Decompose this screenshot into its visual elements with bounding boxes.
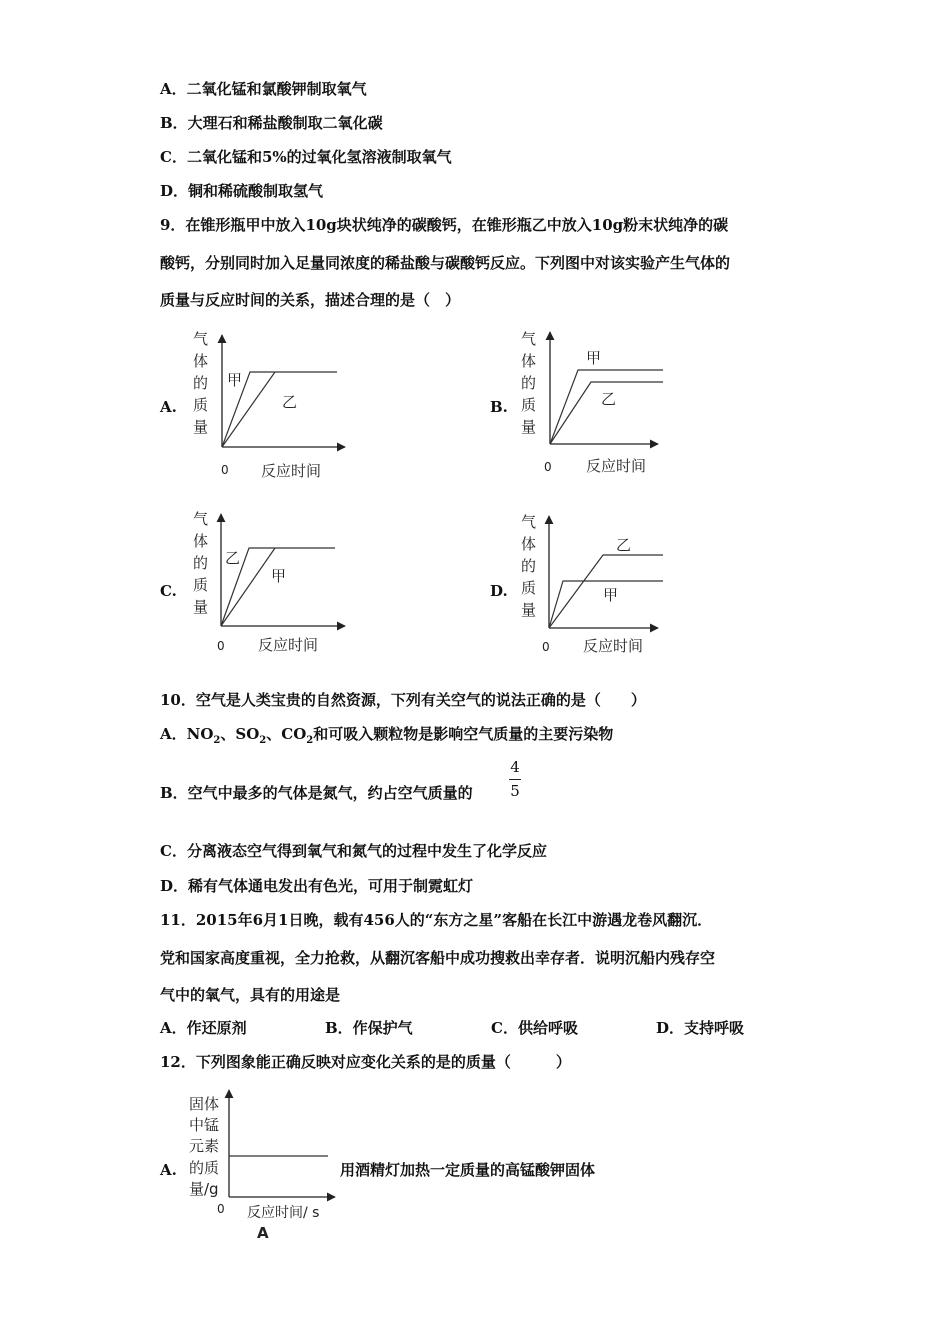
y-label-line: 中锰 — [189, 1116, 220, 1134]
q9-label-c: C. — [160, 582, 177, 600]
q12-label-a: A. — [160, 1161, 177, 1179]
q11-option-b: B．作保护气 — [325, 1019, 413, 1037]
subscript: 2 — [213, 735, 221, 746]
q11-option-c: C．供给呼吸 — [491, 1019, 578, 1037]
origin-label: 0 — [217, 1202, 225, 1216]
y-label-char: 质 — [521, 396, 537, 414]
y-label-char: 质 — [521, 579, 537, 597]
fraction-denominator: 5 — [510, 782, 520, 800]
q9-label-a: A. — [160, 398, 177, 416]
q10-a-text: 和可吸入颗粒物是影响空气质量的主要污染物 — [313, 725, 614, 743]
y-label-char: 的 — [521, 557, 537, 575]
subscript: 2 — [259, 735, 267, 746]
q10-option-b: B．空气中最多的气体是氮气，约占空气质量的 — [160, 784, 473, 802]
y-label-char: 体 — [521, 352, 537, 370]
q10-a-text: 、SO — [220, 725, 260, 743]
y-label-char: 质 — [193, 576, 209, 594]
x-axis-label: 反应时间/ s — [247, 1205, 320, 1221]
origin-label: 0 — [217, 639, 225, 653]
x-axis-label: 反应时间 — [261, 462, 322, 480]
y-label-line: 元素 — [189, 1137, 220, 1155]
q8-option-c: C．二氧化锰和5%的过氧化氢溶液制取氧气 — [160, 148, 452, 166]
q10-a-text: A．NO — [160, 725, 214, 743]
q11-option-a: A．作还原剂 — [160, 1019, 247, 1037]
x-axis-label: 反应时间 — [258, 636, 319, 654]
y-label-char: 气 — [193, 330, 209, 348]
y-label-line: 的质 — [189, 1159, 220, 1177]
y-label-char: 量 — [521, 601, 537, 619]
q11-stem-line3: 气中的氧气，具有的用途是 — [160, 986, 341, 1004]
y-label-char: 质 — [193, 396, 209, 414]
y-label-char: 的 — [521, 374, 537, 392]
q9-label-d: D. — [490, 582, 508, 600]
chart-sub-label: A — [257, 1224, 269, 1242]
y-label-char: 量 — [193, 598, 209, 616]
origin-label: 0 — [544, 460, 552, 474]
y-label-char: 的 — [193, 374, 209, 392]
y-label-char: 气 — [521, 513, 537, 531]
series-label-yi: 乙 — [601, 390, 617, 408]
q8-option-b: B．大理石和稀盐酸制取二氧化碳 — [160, 114, 383, 132]
q12-title: 12．下列图象能正确反映对应变化关系的是的质量（ ） — [160, 1053, 571, 1071]
series-label-jia: 甲 — [586, 349, 602, 367]
series-label-jia: 甲 — [603, 586, 619, 604]
origin-label: 0 — [542, 640, 550, 654]
y-label-char: 量 — [193, 418, 209, 436]
y-label-char: 气 — [193, 510, 209, 528]
q11-stem-line1: 11．2015年6月1日晚，载有456人的“东方之星”客船在长江中游遇龙卷风翻沉． — [160, 911, 713, 929]
q9-chart-a — [185, 325, 355, 485]
y-label-char: 体 — [193, 352, 209, 370]
series-label-yi: 乙 — [225, 549, 241, 567]
q8-option-a: A．二氧化锰和氯酸钾制取氧气 — [160, 80, 367, 98]
q9-chart-b — [513, 325, 683, 485]
q9-chart-c — [185, 508, 355, 668]
q10-title: 10．空气是人类宝贵的自然资源，下列有关空气的说法正确的是（ ） — [160, 691, 646, 709]
y-label-char: 的 — [193, 554, 209, 572]
fraction-bar — [509, 779, 521, 780]
y-label-line: 固体 — [189, 1095, 220, 1113]
y-label-char: 气 — [521, 330, 537, 348]
q12-option-a-caption: 用酒精灯加热一定质量的高锰酸钾固体 — [340, 1161, 596, 1179]
q10-a-text: 、CO — [266, 725, 307, 743]
q9-stem-line2: 酸钙，分别同时加入足量同浓度的稀盐酸与碳酸钙反应。下列图中对该实验产生气体的 — [160, 254, 731, 272]
q12-chart-a — [185, 1085, 345, 1245]
q9-label-b: B. — [490, 398, 508, 416]
q9-stem-line3: 质量与反应时间的关系，描述合理的是（ ） — [160, 291, 461, 309]
x-axis-label: 反应时间 — [586, 457, 647, 475]
series-label-yi: 乙 — [282, 393, 298, 411]
q11-option-d: D．支持呼吸 — [656, 1019, 745, 1037]
q10-option-a — [160, 724, 613, 751]
q10-option-d: D．稀有气体通电发出有色光，可用于制霓虹灯 — [160, 877, 474, 895]
series-label-jia: 甲 — [271, 567, 287, 585]
series-label-yi: 乙 — [616, 536, 632, 554]
y-label-char: 量 — [521, 418, 537, 436]
y-label-char: 体 — [521, 535, 537, 553]
q9-chart-d — [513, 508, 683, 668]
series-label-jia: 甲 — [227, 371, 243, 389]
fraction-numerator: 4 — [510, 758, 520, 776]
x-axis-label: 反应时间 — [583, 637, 644, 655]
y-label-char: 体 — [193, 532, 209, 550]
subscript: 2 — [306, 735, 314, 746]
q9-stem-line1: 9．在锥形瓶甲中放入10g块状纯净的碳酸钙，在锥形瓶乙中放入10g粉末状纯净的碳 — [160, 216, 729, 234]
q11-stem-line2: 党和国家高度重视，全力抢救，从翻沉客船中成功搜救出幸存者．说明沉船内残存空 — [160, 949, 716, 967]
y-label-line: 量/g — [189, 1180, 219, 1198]
q10-option-c: C．分离液态空气得到氧气和氮气的过程中发生了化学反应 — [160, 842, 547, 860]
origin-label: 0 — [221, 463, 229, 477]
q8-option-d: D．铜和稀硫酸制取氢气 — [160, 182, 324, 200]
